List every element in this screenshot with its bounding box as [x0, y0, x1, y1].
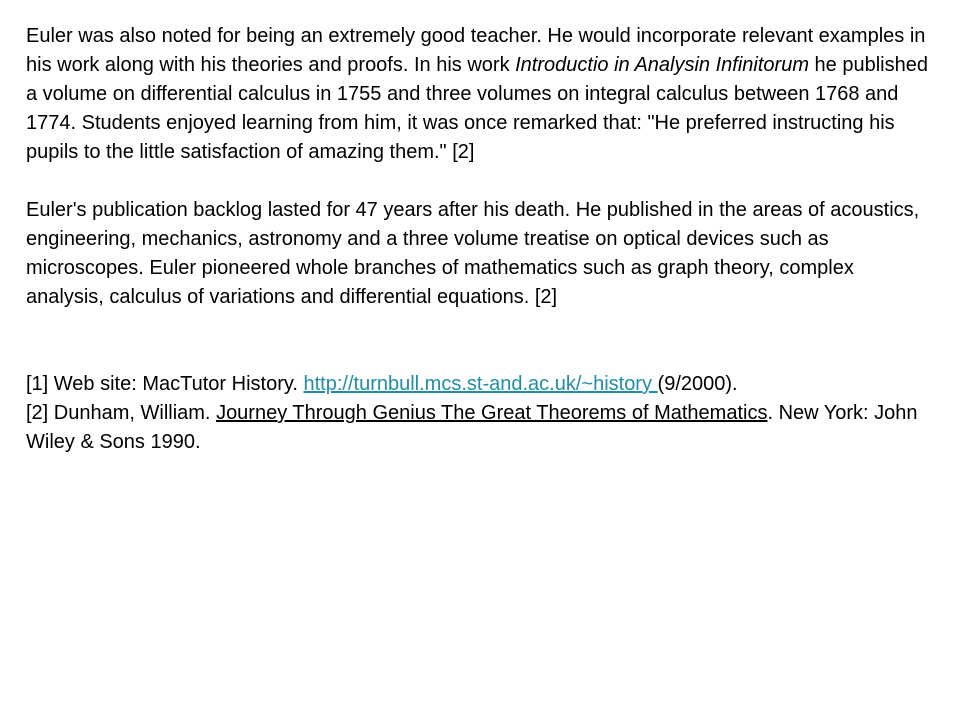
paragraph-publications: Euler's publication backlog lasted for 47 years after his death. He published in the areas of acoustics, engineering, mechanics, astronomy and a three volume treatise on optical devices such as microscopes. Euler pioneered whole branches of mathematics such as graph theory, complex analysis, calculus of variations and differential equations. [2]	[26, 199, 920, 308]
reference-2	[26, 399, 936, 457]
slide-content	[26, 22, 936, 457]
paragraph-teaching-text-end: he published a volume on differential calculus in 1755 and three volumes on integral calculus between 1768 and 1774. Students enjoyed learning from him, it was once remarked that: "He preferred instructing his pupils to the little satisfaction of amazing them." [2]	[26, 54, 928, 163]
reference-1	[26, 370, 936, 399]
mactutor-link[interactable]: http://turnbull.mcs.st-and.ac.uk/~history	[303, 373, 658, 395]
paragraph-teaching-text-start: Euler was also noted for being an extremely good teacher. He would incorporate relevant examples in his work along with his theories and proofs. In his work	[26, 25, 926, 76]
reference-2-prefix: [2] Dunham, William.	[26, 402, 217, 424]
references-spacer	[26, 312, 936, 370]
paragraph-teaching	[26, 22, 936, 167]
reference-1-prefix: [1] Web site: MacTutor History.	[26, 373, 304, 395]
paragraph-spacer	[26, 167, 936, 196]
reference-1-suffix: (9/2000).	[657, 373, 738, 395]
book-title-introductio: Introductio in Analysin Infinitorum	[515, 54, 809, 76]
reference-2-book-title: Journey Through Genius The Great Theorems of Mathematics	[216, 402, 768, 424]
reference-2-suffix: . New York: John Wiley & Sons 1990.	[26, 402, 918, 453]
